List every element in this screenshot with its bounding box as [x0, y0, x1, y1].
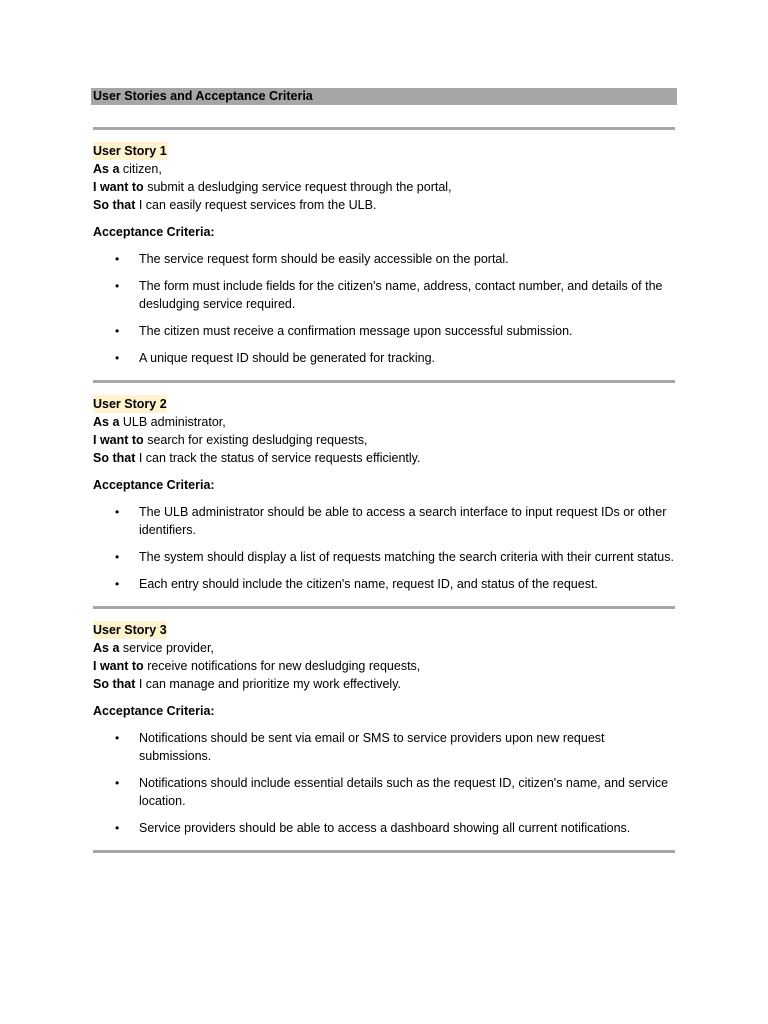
list-item — [93, 277, 679, 313]
list-item — [93, 322, 679, 340]
user-story-1 — [93, 130, 677, 367]
story-text: ULB administrator, — [122, 415, 226, 429]
document-page — [93, 88, 677, 853]
story-label: I want to — [93, 659, 144, 673]
story-text: receive notifications for new desludging requests, — [147, 659, 421, 673]
acceptance-criteria-heading: Acceptance Criteria: — [93, 704, 215, 718]
bullet-icon: • — [115, 577, 120, 591]
list-item — [93, 250, 679, 268]
section-header: User Stories and Acceptance Criteria — [91, 88, 677, 105]
story-title-row — [93, 395, 677, 413]
story-text: submit a desludging service request through the portal, — [147, 180, 452, 194]
criterion-text: A unique request ID should be generated for tracking. — [139, 351, 436, 365]
story-label: As a — [93, 415, 120, 429]
story-text: I can easily request services from the ULB. — [138, 198, 377, 212]
divider — [93, 850, 675, 853]
bullet-icon: • — [115, 505, 120, 519]
list-item — [93, 774, 679, 810]
bullet-icon: • — [115, 351, 120, 365]
criterion-text: Notifications should include essential details such as the request ID, citizen's name, and service location. — [139, 776, 669, 808]
list-item — [93, 349, 679, 367]
as-a-line — [93, 413, 677, 431]
criterion-text: Notifications should be sent via email or SMS to service providers upon new request submissions. — [139, 731, 605, 763]
story-text: citizen, — [122, 162, 162, 176]
story-text: service provider, — [122, 641, 214, 655]
story-label: So that — [93, 198, 136, 212]
story-title: User Story 2 — [93, 397, 167, 411]
story-text: I can manage and prioritize my work effectively. — [138, 677, 401, 691]
acceptance-criteria-list — [93, 503, 677, 593]
so-that-line — [93, 675, 677, 693]
criterion-text: The system should display a list of requests matching the search criteria with their current status. — [139, 550, 674, 564]
i-want-to-line — [93, 178, 677, 196]
bullet-icon: • — [115, 821, 120, 835]
list-item — [93, 503, 679, 539]
story-label: As a — [93, 162, 120, 176]
so-that-line — [93, 196, 677, 214]
bullet-icon: • — [115, 550, 120, 564]
story-label: So that — [93, 451, 136, 465]
as-a-line — [93, 639, 677, 657]
story-title: User Story 1 — [93, 144, 167, 158]
story-title-row — [93, 621, 677, 639]
story-text: I can track the status of service requests efficiently. — [138, 451, 421, 465]
bullet-icon: • — [115, 776, 120, 790]
as-a-line — [93, 160, 677, 178]
acceptance-criteria-list — [93, 250, 677, 367]
user-story-2 — [93, 383, 677, 593]
bullet-icon: • — [115, 731, 120, 745]
user-story-3 — [93, 609, 677, 837]
user-stories-list — [93, 130, 677, 853]
acceptance-criteria-heading: Acceptance Criteria: — [93, 478, 215, 492]
acceptance-criteria-list — [93, 729, 677, 837]
i-want-to-line — [93, 431, 677, 449]
bullet-icon: • — [115, 252, 120, 266]
bullet-icon: • — [115, 324, 120, 338]
criterion-text: The citizen must receive a confirmation message upon successful submission. — [139, 324, 573, 338]
so-that-line — [93, 449, 677, 467]
story-label: As a — [93, 641, 120, 655]
list-item — [93, 575, 679, 593]
story-title: User Story 3 — [93, 623, 167, 637]
story-label: I want to — [93, 180, 144, 194]
criterion-text: Service providers should be able to access a dashboard showing all current notifications. — [139, 821, 631, 835]
story-title-row — [93, 142, 677, 160]
list-item — [93, 819, 679, 837]
criterion-text: The ULB administrator should be able to access a search interface to input request IDs or other identifiers. — [139, 505, 667, 537]
story-label: So that — [93, 677, 136, 691]
criterion-text: Each entry should include the citizen's name, request ID, and status of the request. — [139, 577, 598, 591]
story-text: search for existing desludging requests, — [147, 433, 368, 447]
bullet-icon: • — [115, 279, 120, 293]
i-want-to-line — [93, 657, 677, 675]
acceptance-criteria-heading: Acceptance Criteria: — [93, 225, 215, 239]
story-label: I want to — [93, 433, 144, 447]
list-item — [93, 548, 679, 566]
criterion-text: The form must include fields for the citizen's name, address, contact number, and details of the desludging service required. — [139, 279, 663, 311]
criterion-text: The service request form should be easily accessible on the portal. — [139, 252, 509, 266]
list-item — [93, 729, 679, 765]
